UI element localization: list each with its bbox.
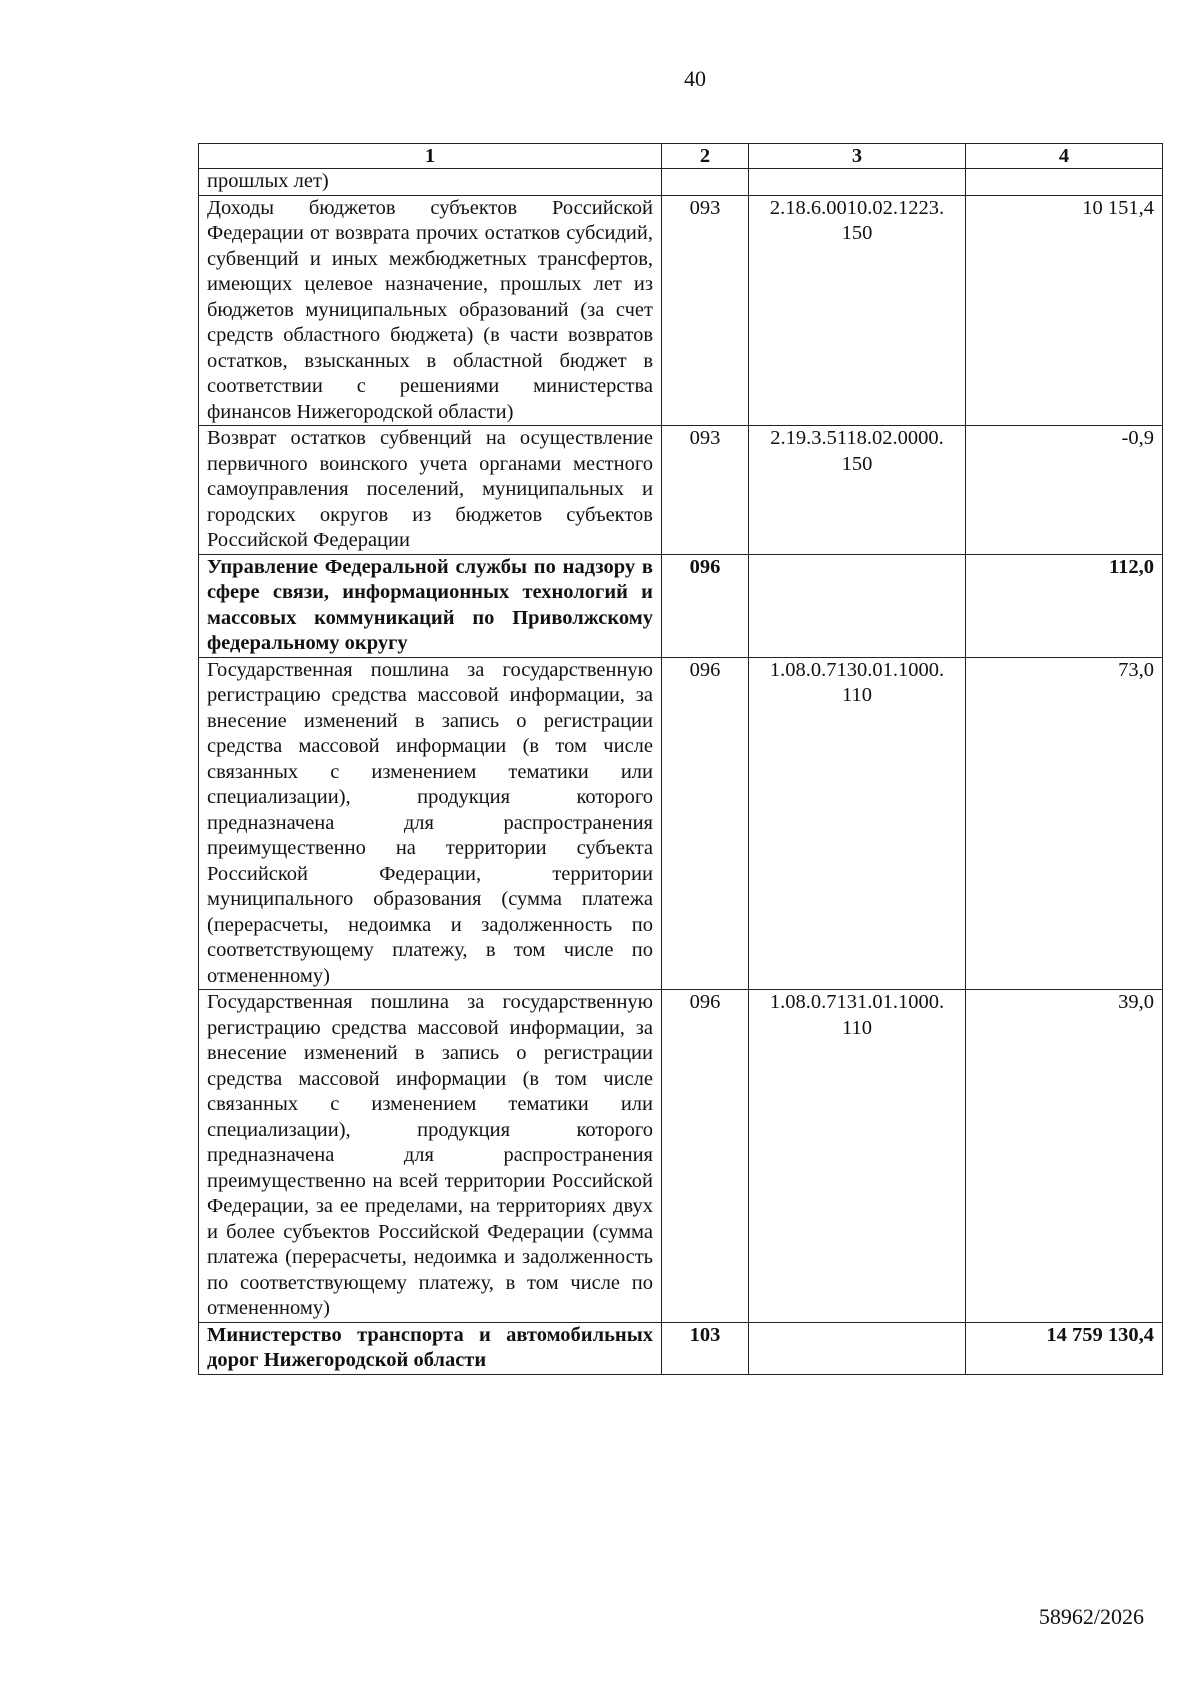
- row-code: [662, 169, 749, 196]
- row-kbk: 1.08.0.7130.01.1000. 110: [749, 657, 966, 990]
- row-amount: 73,0: [966, 657, 1163, 990]
- row-code: 093: [662, 426, 749, 555]
- row-name: Доходы бюджетов субъектов Российской Федерации от возврата прочих остатков субсидий, субвенций и иных межбюджетных трансфертов, имеющих целевое назначение, прошлых лет из бюджетов муниципальных образований (за счет средств областного бюджета) (в части возвратов остатков, взысканных в областной бюджет в соответствии с решениями министерства финансов Нижегородской области): [199, 195, 662, 426]
- document-id: 58962/2026: [1038, 1604, 1144, 1629]
- row-name: Государственная пошлина за государственную регистрацию средства массовой информации, за внесение изменений в запись о регистрации средства массовой информации (в том числе связанных с изменением тематики или специализации), продукция которого предназначена для распространения преимущественно на всей территории Российской Федерации, за ее пределами, на территориях двух и более субъектов Российской Федерации (сумма платежа (перерасчеты, недоимка и задолженность по соответствующему платежу, в том числе по отмененному): [199, 990, 662, 1323]
- row-kbk: [749, 554, 966, 657]
- table-header: [199, 144, 1163, 169]
- row-code: 093: [662, 195, 749, 426]
- row-amount: [966, 169, 1163, 196]
- table-row: [199, 1322, 1163, 1374]
- row-code: 096: [662, 657, 749, 990]
- row-name: Возврат остатков субвенций на осуществление первичного воинского учета органами местного самоуправления поселений, муниципальных и городских округов из бюджетов субъектов Российской Федерации: [199, 426, 662, 555]
- row-code: 103: [662, 1322, 749, 1374]
- row-name: Министерство транспорта и автомобильных дорог Нижегородской области: [199, 1322, 662, 1374]
- row-amount: -0,9: [966, 426, 1163, 555]
- row-amount: 10 151,4: [966, 195, 1163, 426]
- row-name: прошлых лет): [199, 169, 662, 196]
- table-row: [199, 657, 1163, 990]
- table-row: [199, 169, 1163, 196]
- table-row: [199, 990, 1163, 1323]
- column-header-3: 3: [749, 144, 966, 169]
- table-row: [199, 554, 1163, 657]
- budget-table: [198, 143, 1163, 1375]
- row-amount: 112,0: [966, 554, 1163, 657]
- row-kbk: [749, 169, 966, 196]
- row-kbk: 2.18.6.0010.02.1223. 150: [749, 195, 966, 426]
- table-body: [199, 169, 1163, 1375]
- row-code: 096: [662, 990, 749, 1323]
- table-row: [199, 426, 1163, 555]
- row-name: Государственная пошлина за государственную регистрацию средства массовой информации, за внесение изменений в запись о регистрации средства массовой информации (в том числе связанных с изменением тематики или специализации), продукция которого предназначена для распространения преимущественно на территории субъекта Российской Федерации, территории муниципального образования (сумма платежа (перерасчеты, недоимка и задолженность по соответствующему платежу, в том числе по отмененному): [199, 657, 662, 990]
- table-row: [199, 195, 1163, 426]
- row-kbk: 2.19.3.5118.02.0000. 150: [749, 426, 966, 555]
- column-header-4: 4: [966, 144, 1163, 169]
- column-header-2: 2: [662, 144, 749, 169]
- row-kbk: [749, 1322, 966, 1374]
- row-kbk: 1.08.0.7131.01.1000. 110: [749, 990, 966, 1323]
- page-number: 40: [684, 66, 706, 91]
- row-amount: 39,0: [966, 990, 1163, 1323]
- row-name: Управление Федеральной службы по надзору в сфере связи, информационных технологий и массовых коммуникаций по Приволжскому федеральному округу: [199, 554, 662, 657]
- column-header-1: 1: [199, 144, 662, 169]
- row-code: 096: [662, 554, 749, 657]
- row-amount: 14 759 130,4: [966, 1322, 1163, 1374]
